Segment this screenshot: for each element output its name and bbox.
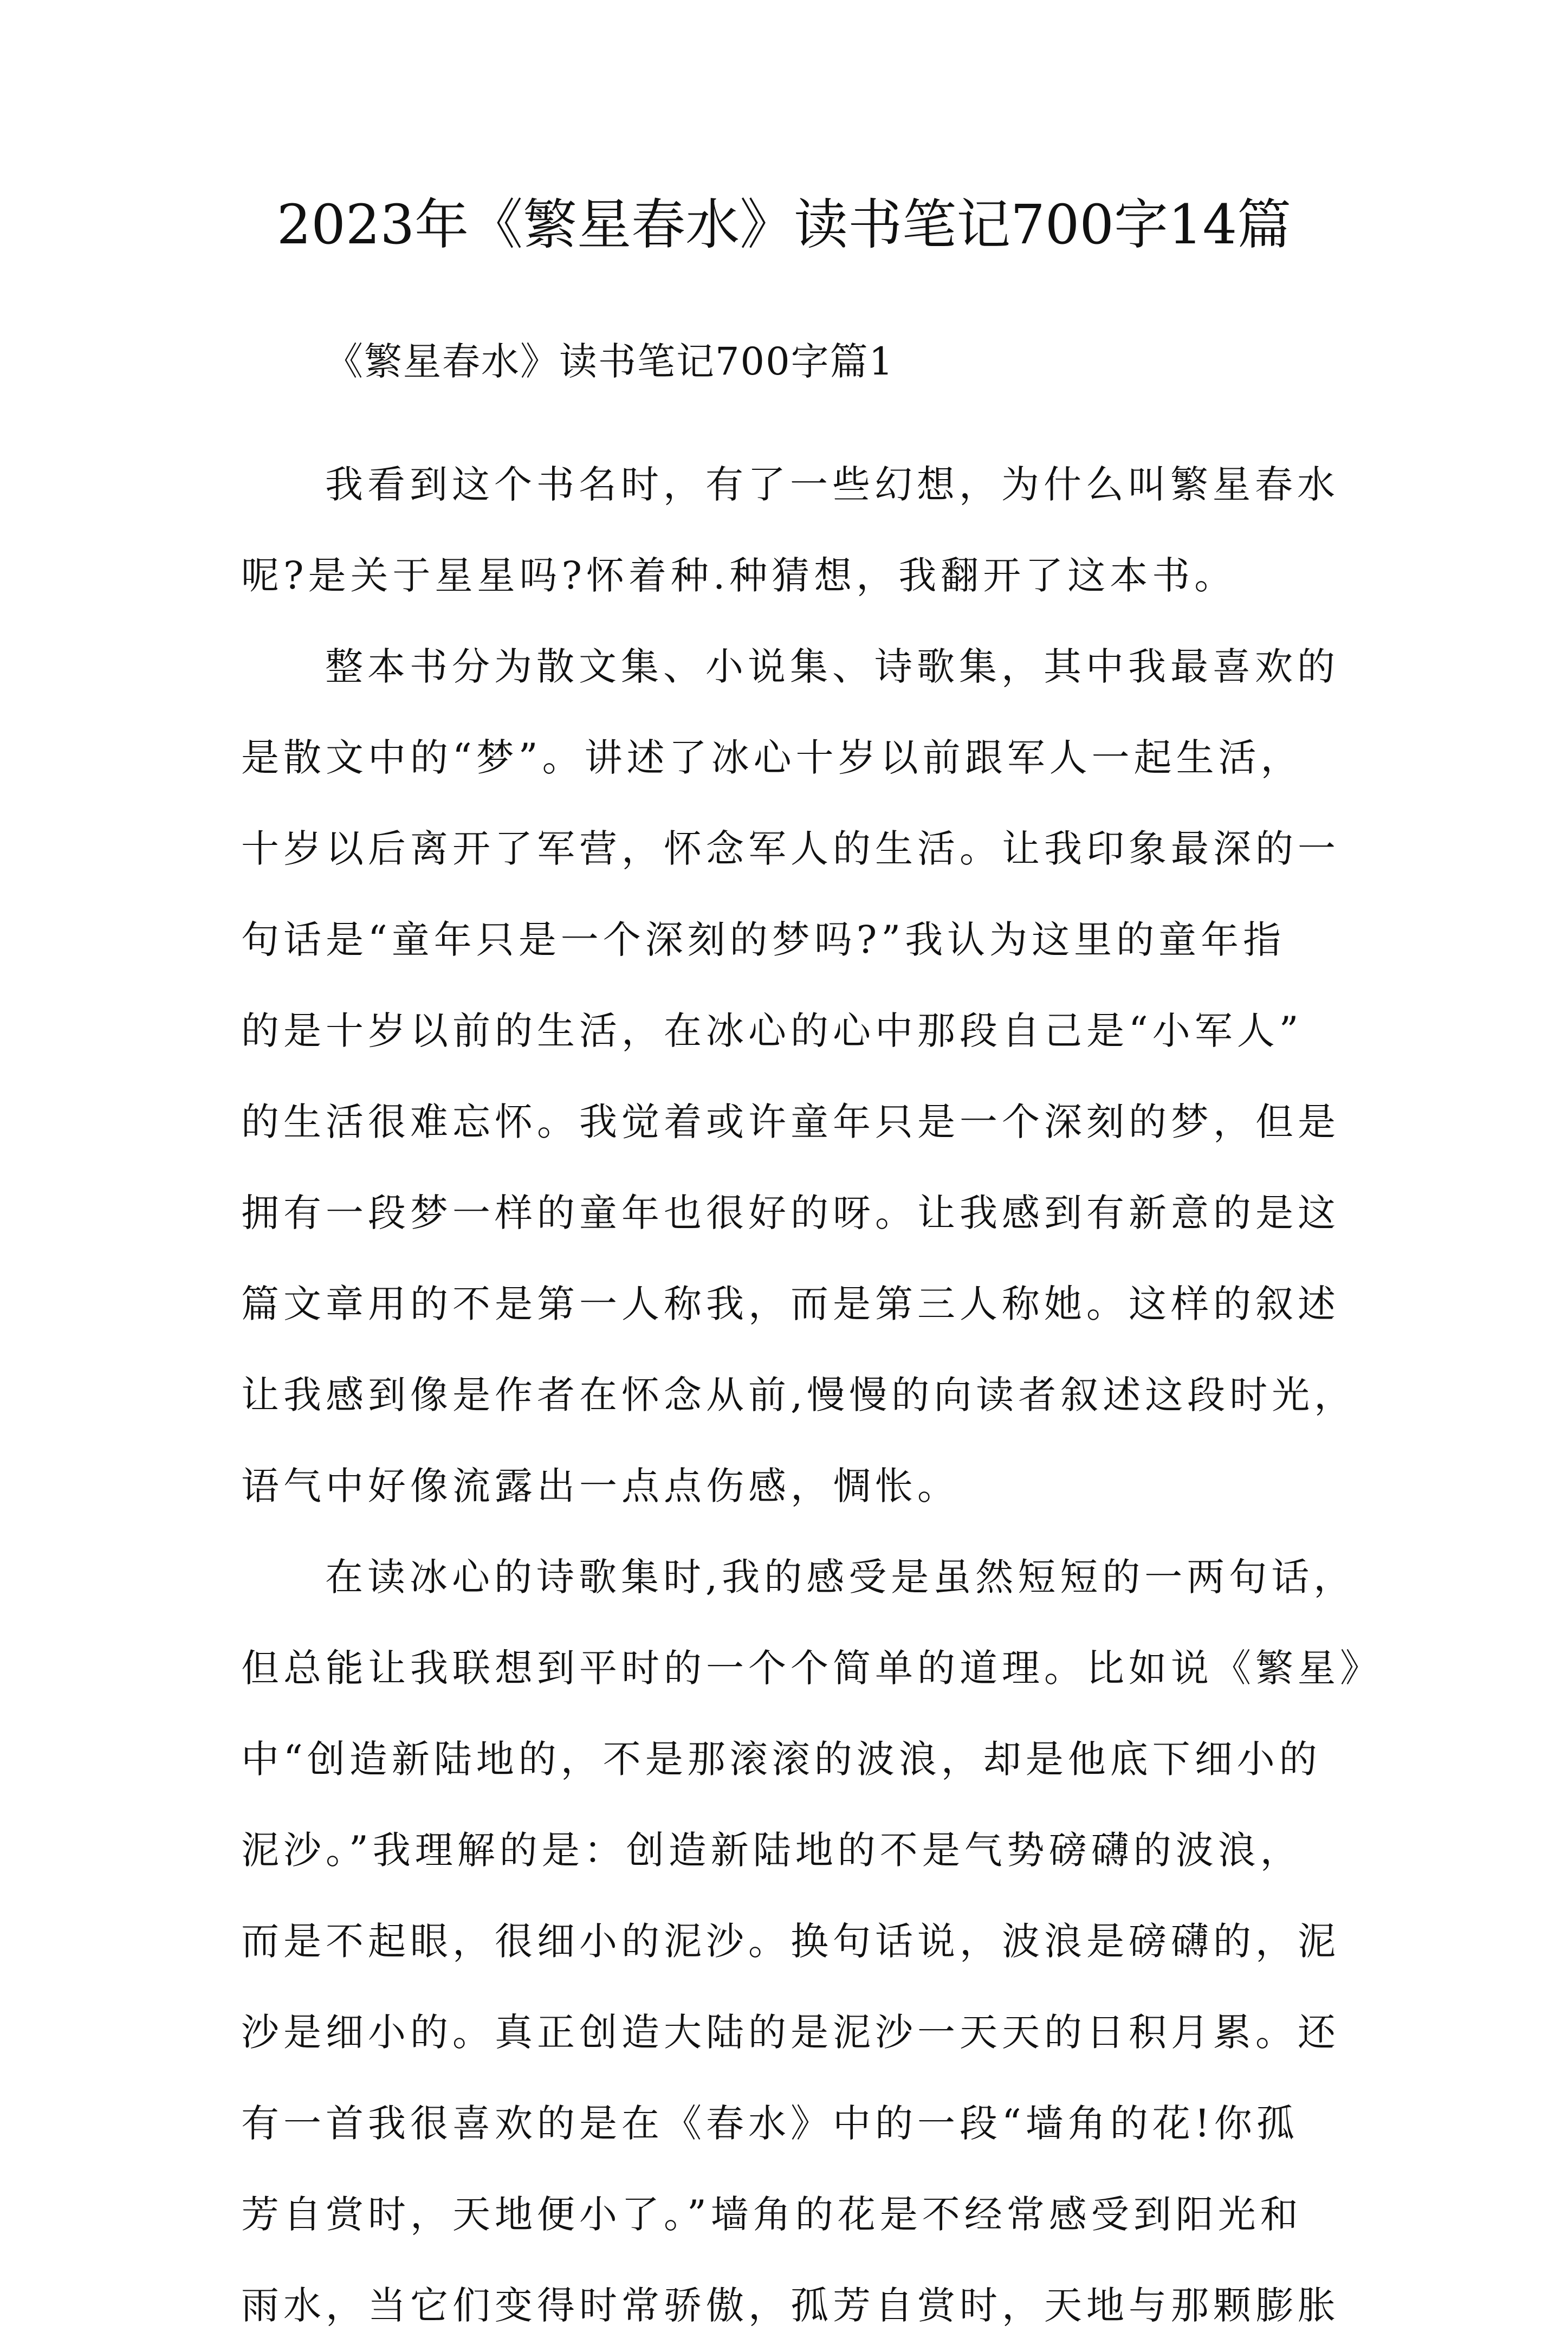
body-line: 我看到这个书名时，有了一些幻想，为什么叫繁星春水 — [325, 462, 1339, 507]
body-line: 有一首我很喜欢的是在《春水》中的一段“墙角的花!你孤 — [241, 2101, 1299, 2146]
body-line: 的是十岁以前的生活，在冰心的心中那段自己是“小军人” — [241, 1009, 1303, 1053]
body-text — [241, 439, 1382, 2351]
body-line: 让我感到像是作者在怀念从前,慢慢的向读者叙述这段时光， — [241, 1373, 1357, 1417]
body-line: 拥有一段梦一样的童年也很好的呀。让我感到有新意的是这 — [241, 1191, 1340, 1235]
body-line: 芳自赏时，天地便小了。”墙角的花是不经常感受到阳光和 — [241, 2192, 1303, 2237]
body-line: 中“创造新陆地的，不是那滚滚的波浪，却是他底下细小的 — [241, 1737, 1321, 1781]
body-line: 泥沙。”我理解的是：创造新陆地的不是气势磅礴的波浪， — [241, 1828, 1303, 1872]
body-line: 呢?是关于星星吗?怀着种.种猜想，我翻开了这本书。 — [241, 553, 1237, 598]
document-title: 2023年《繁星春水》读书笔记700字14篇 — [276, 193, 1292, 256]
body-line: 篇文章用的不是第一人称我，而是第三人称她。这样的叙述 — [241, 1282, 1340, 1326]
body-line: 但总能让我联想到平时的一个个简单的道理。比如说《繁星》 — [241, 1646, 1382, 1690]
body-line: 雨水，当它们变得时常骄傲，孤芳自赏时，天地与那颗膨胀 — [241, 2283, 1340, 2328]
body-line: 十岁以后离开了军营，怀念军人的生活。让我印象最深的一 — [241, 826, 1340, 871]
body-line: 是散文中的“梦”。讲述了冰心十岁以前跟军人一起生活， — [241, 735, 1303, 780]
body-line: 整本书分为散文集、小说集、诗歌集，其中我最喜欢的 — [325, 644, 1339, 689]
body-line: 的生活很难忘怀。我觉着或许童年只是一个深刻的梦，但是 — [241, 1100, 1340, 1144]
section-heading: 《繁星春水》读书笔记700字篇1 — [325, 339, 895, 384]
body-line: 在读冰心的诗歌集时,我的感受是虽然短短的一两句话， — [325, 1555, 1356, 1599]
body-line: 沙是细小的。真正创造大陆的是泥沙一天天的日积月累。还 — [241, 2010, 1340, 2055]
body-line: 语气中好像流露出一点点伤感，惆怅。 — [241, 1464, 960, 1508]
body-line: 而是不起眼，很细小的泥沙。换句话说，波浪是磅礴的，泥 — [241, 1919, 1340, 1964]
body-line: 句话是“童年只是一个深刻的梦吗?”我认为这里的童年指 — [241, 918, 1286, 962]
